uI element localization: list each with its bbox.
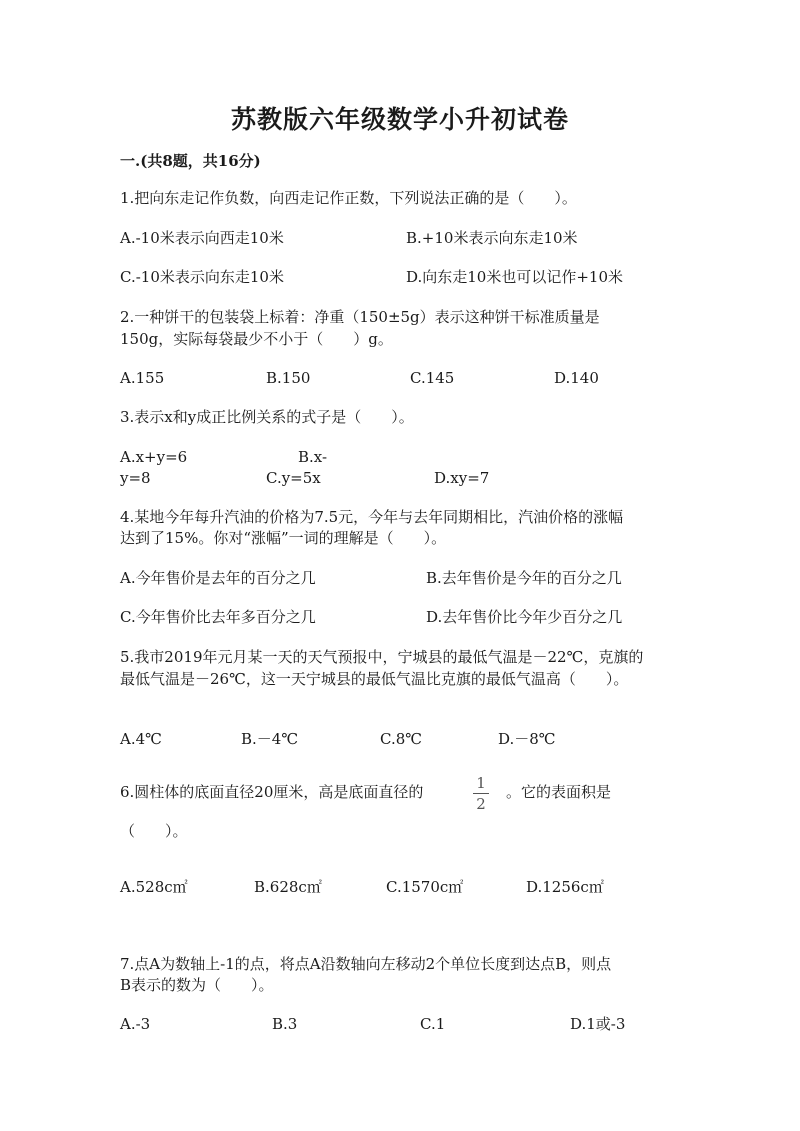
question-4-option-b: B.去年售价是今年的百分之几 [426,569,622,587]
section-heading: 一.(共8题，共16分) [120,152,261,170]
question-6-option-c: C.1570c㎡ [386,878,464,896]
question-1-option-b: B.+10米表示向东走10米 [406,229,578,247]
question-5-option-d: D.－8℃ [498,730,556,748]
question-5-text-line1: 5.我市2019年元月某一天的天气预报中，宁城县的最低气温是－22℃，克旗的 [120,648,644,666]
question-3-option-a: A.x+y=6 [120,448,188,466]
fraction-denominator: 2 [476,795,486,813]
question-5-option-c: C.8℃ [380,730,423,748]
question-6-option-a: A.528c㎡ [120,878,188,896]
question-1-text: 1.把向东走记作负数，向西走记作正数，下列说法正确的是（ ）。 [120,189,577,207]
question-6-option-b: B.628c㎡ [254,878,322,896]
question-2-option-d: D.140 [554,369,599,387]
question-1-option-d: D.向东走10米也可以记作+10米 [406,268,624,286]
question-4-text-line2: 达到了15%。你对“涨幅”一词的理解是（ ）。 [120,529,447,547]
question-2-option-c: C.145 [410,369,455,387]
question-7-option-d: D.1或-3 [570,1015,626,1033]
question-5-option-b: B.－4℃ [241,730,299,748]
question-6-text-part1: 6.圆柱体的底面直径20厘米，高是底面直径的 [120,783,424,801]
fraction-numerator: 1 [476,774,486,792]
question-7-text-line2: B表示的数为（ ）。 [120,976,274,994]
page-title: 苏教版六年级数学小升初试卷 [230,105,569,134]
question-2-text-line2: 150g，实际每袋最少不小于（ ）g。 [120,330,393,348]
question-5-text-line2: 最低气温是－26℃，这一天宁城县的最低气温比克旗的最低气温高（ ）。 [120,670,629,688]
question-4-option-c: C.今年售价比去年多百分之几 [120,608,316,626]
question-3-text: 3.表示x和y成正比例关系的式子是（ ）。 [120,408,414,426]
fraction-bar [473,793,489,794]
question-6-text-line2: （ ）。 [120,822,188,840]
question-3-option-b: B.x- [298,448,328,466]
question-4-text-line1: 4.某地今年每升汽油的价格为7.5元，今年与去年同期相比，汽油价格的涨幅 [120,508,624,526]
question-2-text-line1: 2.一种饼干的包装袋上标着：净重（150±5g）表示这种饼干标准质量是 [120,308,600,326]
question-3-option-c: C.y=5x [266,469,321,487]
question-6-text-part2: 。它的表面积是 [506,783,612,801]
question-2-option-a: A.155 [120,369,165,387]
question-7-option-a: A.-3 [120,1015,151,1033]
question-5-option-a: A.4℃ [120,730,162,748]
question-1-option-c: C.-10米表示向东走10米 [120,268,284,286]
question-4-option-d: D.去年售价比今年少百分之几 [426,608,623,626]
question-2-option-b: B.150 [266,369,311,387]
question-1-option-a: A.-10米表示向西走10米 [120,229,284,247]
question-4-option-a: A.今年售价是去年的百分之几 [120,569,316,587]
question-6-option-d: D.1256c㎡ [526,878,604,896]
question-7-option-c: C.1 [420,1015,446,1033]
question-3-option-b-cont: y=8 [120,469,151,487]
question-3-option-d: D.xy=7 [434,469,490,487]
question-7-option-b: B.3 [272,1015,298,1033]
question-7-text-line1: 7.点A为数轴上-1的点，将点A沿数轴向左移动2个单位长度到达点B，则点 [120,955,612,973]
fraction-one-half [473,775,489,812]
